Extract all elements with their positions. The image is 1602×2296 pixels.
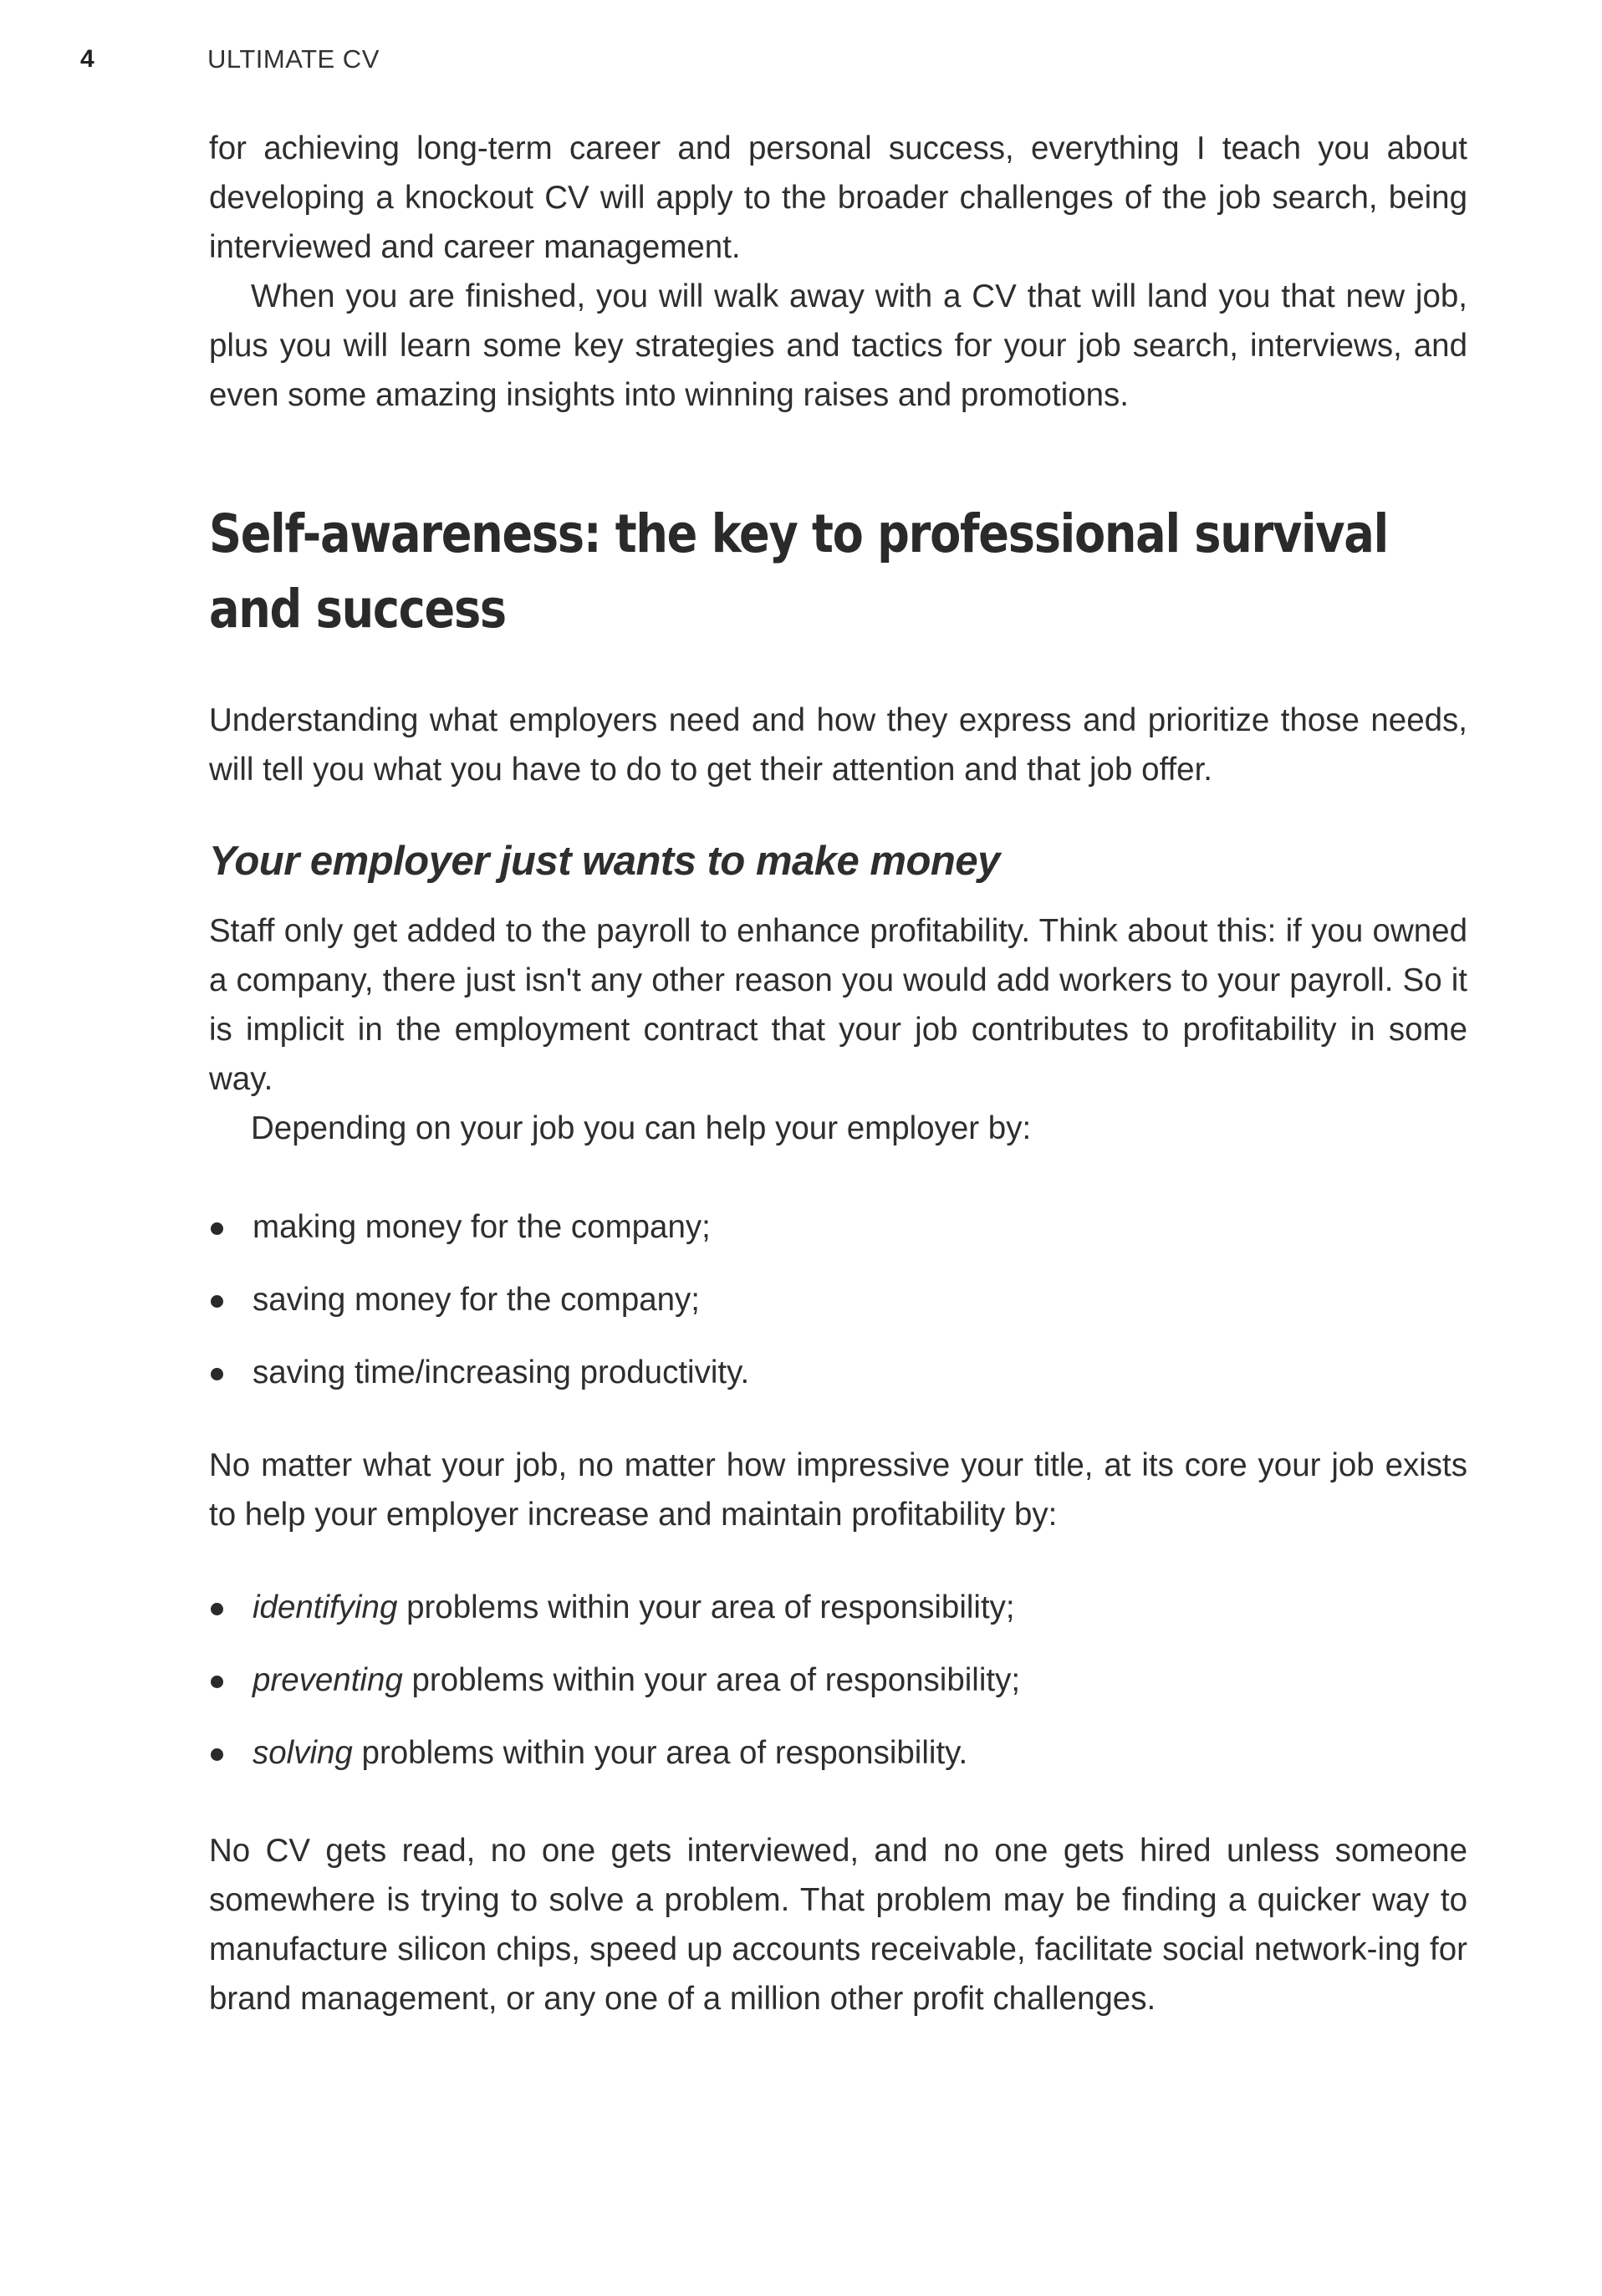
list-item-emphasis: preventing	[253, 1662, 403, 1698]
bullet-dot-icon	[211, 1603, 223, 1615]
list-item-text: problems within your area of responsibility.	[352, 1735, 968, 1771]
list-item	[209, 1728, 1467, 1778]
intro-paragraph-1: for achieving long-term career and personal success, everything I teach you about developing a knockout CV will apply to the broader challenges of the job search, being interviewed and career management.	[209, 130, 1467, 265]
section-paragraph-1: Understanding what employers need and how they express and prioritize those needs, will tell you what you have to do to get their attention and that job offer.	[209, 702, 1467, 788]
page-content	[209, 124, 1467, 2023]
subsection-paragraph-3: No matter what your job, no matter how impressive your title, at its core your job exists to help your employer increase and maintain profitability by:	[209, 1447, 1467, 1533]
bullet-list-1	[209, 1202, 1467, 1397]
bullet-list-2	[209, 1583, 1467, 1778]
subsection-paragraph-4: No CV gets read, no one gets interviewed, and no one gets hired unless someone somewhere is trying to solve a problem. That problem may be finding a quicker way to manufacture silicon chips, speed up accounts receivable, facilitate social network-ing for brand management, or any one of a million other profit challenges.	[209, 1833, 1467, 2017]
subsection-paragraph-2: Depending on your job you can help your employer by:	[251, 1110, 1032, 1146]
page-number: 4	[80, 45, 94, 73]
running-title: ULTIMATE CV	[207, 44, 380, 74]
subsection-heading: Your employer just wants to make money	[209, 839, 1000, 884]
list-item-text: saving time/increasing productivity.	[253, 1355, 750, 1390]
bullet-dot-icon	[211, 1222, 223, 1235]
bullet-dot-icon	[211, 1295, 223, 1308]
section-heading: Self-awareness: the key to professional survival and success	[209, 503, 1388, 640]
list-item	[209, 1656, 1467, 1705]
list-item-emphasis: solving	[253, 1735, 353, 1771]
subsection-paragraph-1: Staff only get added to the payroll to enhance profitability. Think about this: if you owned a company, there just isn't any other reason you would add workers to your payroll. So it is implicit in the employment contract that your job contributes to profitability in some way.	[209, 913, 1467, 1097]
list-item-text: saving money for the company;	[253, 1282, 700, 1318]
list-item-text: making money for the company;	[253, 1209, 711, 1245]
bullet-dot-icon	[211, 1368, 223, 1380]
list-item	[209, 1202, 1467, 1252]
intro-paragraph-2: When you are finished, you will walk away with a CV that will land you that new job, plus you will learn some key strategies and tactics for your job search, interviews, and even some amazing insights into winning raises and promotions.	[209, 278, 1467, 413]
list-item-text: problems within your area of responsibility;	[402, 1662, 1021, 1698]
bullet-dot-icon	[211, 1748, 223, 1761]
bullet-dot-icon	[211, 1676, 223, 1688]
list-item	[209, 1275, 1467, 1324]
list-item	[209, 1348, 1467, 1397]
list-item	[209, 1583, 1467, 1632]
list-item-emphasis: identifying	[253, 1589, 398, 1625]
list-item-text: problems within your area of responsibility;	[397, 1589, 1015, 1625]
